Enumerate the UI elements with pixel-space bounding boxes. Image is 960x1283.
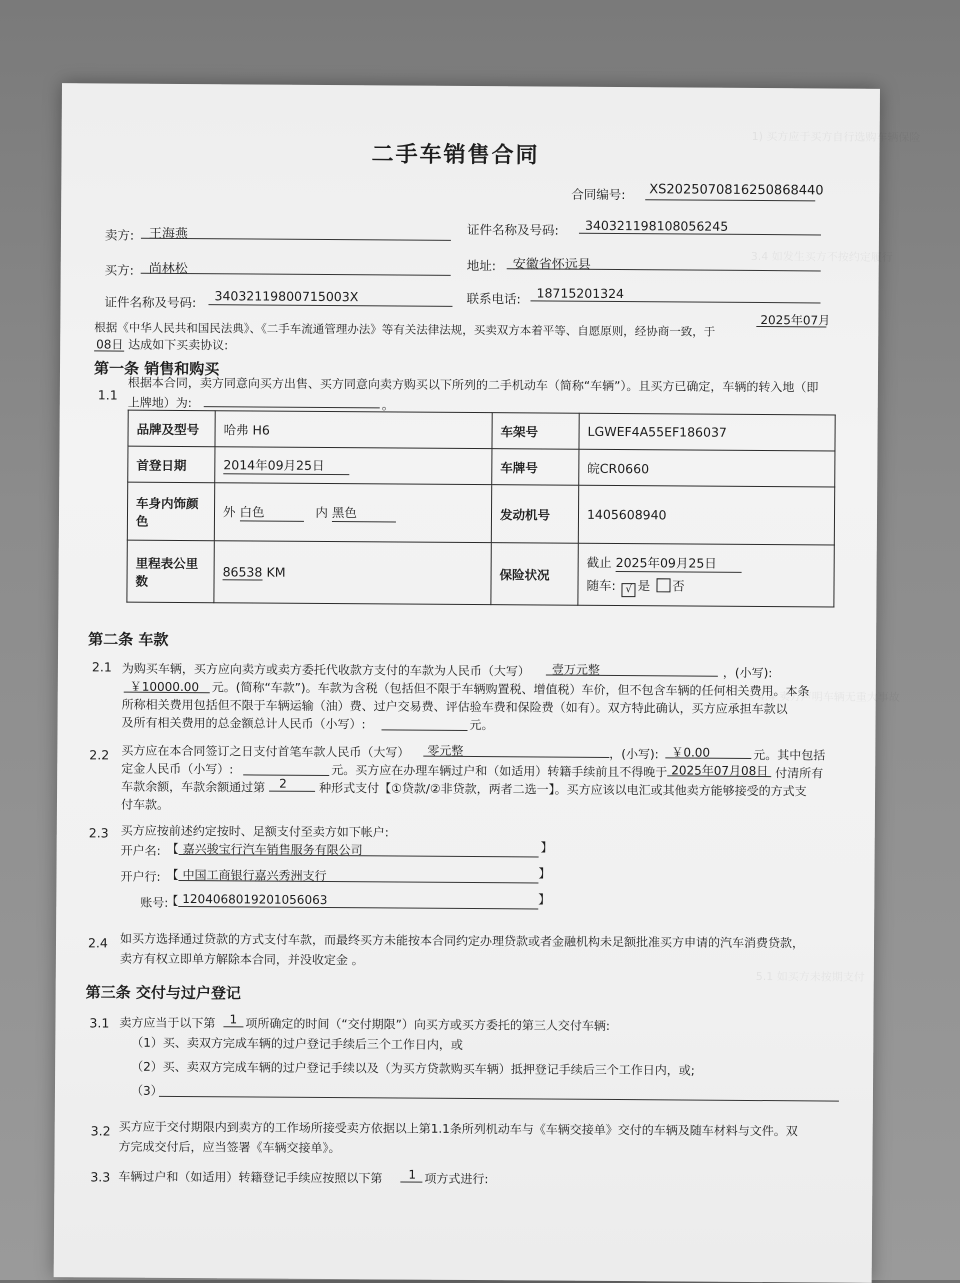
mileage-label: 里程表公里数	[127, 540, 214, 603]
plate-value: 皖CR0660	[579, 449, 835, 487]
clause-2-1-text-b: ，(小写):	[722, 665, 773, 681]
clause-3-1-number: 3.1	[89, 1015, 110, 1031]
insurance-no-label: 否	[672, 577, 685, 594]
payoff-date: 2025年07月08日	[671, 763, 769, 779]
vehicle-info-table	[126, 410, 835, 608]
brand-label: 品牌及型号	[128, 410, 215, 447]
delivery-choice: 1	[229, 1012, 238, 1027]
buyer-label: 买方:	[104, 262, 134, 278]
article-1-heading: 第一条 销售和购买	[93, 359, 220, 379]
insurance-until-value: 2025年09月25日	[616, 553, 742, 573]
clause-2-2-text-i: 付车款。	[120, 797, 170, 812]
preamble-date-b: 08日	[96, 337, 124, 352]
reg-date-cell	[215, 447, 492, 485]
preamble-date-a: 2025年07月	[760, 313, 831, 328]
insurance-until-label: 截止	[586, 554, 612, 570]
color-cell	[214, 483, 491, 543]
clause-1-1-line2: 上牌地）为:	[127, 395, 192, 411]
vin-value: LGWEF4A55EF186037	[579, 413, 835, 451]
first-payment-figures: ￥0.00	[671, 745, 711, 760]
clause-2-4-number: 2.4	[87, 935, 108, 951]
clause-3-3-text-b: 项方式进行:	[424, 1171, 489, 1187]
clause-1-1-number: 1.1	[97, 387, 118, 403]
clause-3-1-text-a: 卖方应当于以下第	[119, 1015, 216, 1031]
contract-no-value: XS2025070816250868440	[649, 182, 824, 199]
preamble-text2: 达成如下买卖协议:	[128, 337, 229, 353]
clause-2-1-text-f: 元。	[469, 718, 494, 733]
clause-3-2-line1: 买方应于交付期限内到卖方的工作场所接受卖方依据以上第1.1条所列机动车与《车辆交接单》交付的车辆及随车材料与文件。双	[118, 1119, 798, 1139]
seller-id-value: 340321198108056245	[584, 217, 729, 234]
buyer-phone-label: 联系电话:	[466, 290, 521, 307]
seller-value: 王海燕	[148, 226, 189, 243]
reg-date-label: 首登日期	[128, 446, 215, 483]
preamble-text: 根据《中华人民共和国民法典》、《二手车流通管理办法》等有关法律法规，买卖双方本着平等、自愿原则，经协商一致，于	[94, 320, 716, 339]
seller-id-label: 证件名称及号码:	[466, 221, 559, 238]
mileage-value: 86538	[222, 563, 263, 580]
insurance-follow-label: 随车:	[586, 577, 616, 593]
clause-3-3-text-a: 车辆过户和（如适用）转籍登记手续应按照以下第	[118, 1169, 383, 1186]
buyer-address-label: 地址:	[466, 257, 497, 274]
price-in-words: 壹万元整	[551, 662, 600, 677]
insurance-cell	[578, 543, 834, 607]
insurance-no-checkbox[interactable]	[656, 578, 670, 592]
outer-color-label: 外	[222, 504, 236, 520]
account-name-label: 开户名:	[120, 843, 161, 858]
outer-color-value: 白色	[239, 502, 303, 521]
plate-label: 车牌号	[492, 449, 579, 486]
mileage-unit: KM	[266, 564, 286, 580]
buyer-id-value: 34032119800715003X	[214, 288, 359, 305]
seller-label: 卖方:	[104, 227, 135, 243]
engine-value: 1405608940	[578, 485, 834, 545]
bank-close: 】	[538, 866, 551, 881]
buyer-id-label: 证件名称及号码:	[104, 294, 197, 311]
bank-value: 中国工商银行嘉兴秀洲支行	[182, 868, 327, 884]
account-name-close: 】	[540, 840, 553, 855]
delivery-option-2: （2）买、卖双方完成车辆的过户登记手续以及（为买方贷款购买车辆）抵押登记手续后三个工作日内，或;	[131, 1059, 695, 1078]
payment-method-choice: 2	[279, 776, 287, 791]
article-2-heading: 第二条 车款	[88, 630, 169, 649]
article-3-heading: 第三条 交付与过户登记	[85, 983, 241, 1003]
bank-open: 【	[166, 867, 179, 882]
clause-2-2-text-g: 车款余额，车款余额通过第	[121, 779, 266, 795]
clause-2-2-text-e: 元。买方应在办理车辆过户和（如适用）转籍手续前且不得晚于	[331, 763, 668, 780]
mileage-cell	[214, 541, 491, 605]
clause-2-2-text-h: 种形式支付【①贷款/②非贷款，两者二选一】。买方应该以电汇或其他卖方能够接受的方式支	[319, 780, 807, 799]
buyer-value: 尚林松	[148, 261, 188, 278]
price-in-figures: ￥10000.00	[129, 679, 200, 695]
clause-2-2-text-c: 元。其中包括	[753, 747, 826, 763]
delivery-option-1: （1）买、卖双方完成车辆的过户登记手续后三个工作日内，或	[131, 1035, 463, 1052]
contract-page: 1) 买方应于买方自行选购车辆保险 3.4 如发生买方不按约定履行 4.4 卖方声明车辆无重大事故 5.1 如买方未按期支付 二手车销售合同 合同编号: XS2025070816250868440 卖方: 王海燕 证件名称及号码: 340321198108056245 买方: 尚林松 地址: 安徽省怀远县 证件名称及号码: 34032119800715003X 联系电话: 18715201324 根据《中华人民共和国民法典》、《二手车流通管理办法》等有关法律法规，买卖双方本着平等、自愿原则，经协商一致，于 2025年07月 08日 达成如下买卖协议: 第一条 销售和购买 1.1 根据本合同，卖方同意向买方出售、买方同意向卖方购买以下所列的二手机动车（简称“车辆”）。且买方已确定，车辆的转入地（即 上牌地）为: 。 品牌及型号 哈弗 H6 车架号 LGWEF4A55EF186037 首登日期 2014年09月25日 车牌号 皖CR0660 车身内饰颜色 外 白色 内 黑色 发动机号 1405608940 里程表公里数 86538 KM 保险状况 截止 2025年09月25日 随车: √ 是 否 第二条 车款 2.1 为购买车辆，买方应向卖方或卖方委托代收款方支付的车款为人民币（大写） 壹万元整 ，(小写): ￥10000.00 元。(简称“车款”)。车款为含税（包括但不限于车辆购置税、增值税）车价，但不包含车辆的任何相关费用。本条 所称相关费用包括但不限于车辆运输（油）费、过户交易费、评估验车费和保险费（如有）。双方特此确认，买方应承担车款以 及所有相关费用的总金额总计人民币（小写）: 元。 2.2 买方应在本合同签订之日支付首笔车款人民币（大写） 零元整 ，(小写): ￥0.00 元。其中包括 定金人民币（小写）: 元。买方应在办理车辆过户和（如适用）转籍手续前且不得晚于 2025年07月08日 付清所有 车款余额，车款余额通过第 2 种形式支付【①贷款/②非贷款，两者二选一】。买方应该以电汇或其他卖方能够接受的方式支 付车款。 2.3 买方应按前述约定按时、足额支付至卖方如下帐户: 开户名: 【 嘉兴骏宝行汽车销售服务有限公司 】 开户行: 【 中国工商银行嘉兴秀洲支行 】 账号: 【 1204068019201056063 】 2.4 如买方选择通过贷款的方式支付车款，而最终买方未能按本合同约定办理贷款或者金融机构未足额批准买方申请的汽车消费贷款， 卖方有权立即单方解除本合同，并没收定金 。 第三条 交付与过户登记 3.1 卖方应当于以下第 1 项所确定的时间（“交付期限”）向买方或买方委托的第三人交付车辆: （1）买、卖双方完成车辆的过户登记手续后三个工作日内，或 （2）买、卖双方完成车辆的过户登记手续以及（为买方贷款购买车辆）抵押登记手续后三个工作日内，或; （3） 3.2 买方应于交付期限内到卖方的工作场所接受卖方依据以上第1.1条所列机动车与《车辆交接单》交付的车辆及随车材料与文件。双 方完成交付后，应当签署《车辆交接单》。 3.3 车辆过户和（如适用）转籍登记手续应按照以下第 1 项方式进行:	[54, 83, 880, 1283]
color-label: 车身内饰颜色	[127, 482, 214, 541]
clause-2-4-line2: 卖方有权立即单方解除本合同，并没收定金 。	[119, 951, 364, 968]
clause-2-1-text-e: 及所有相关费用的总金额总计人民币（小写）:	[121, 715, 366, 732]
vin-label: 车架号	[492, 413, 579, 450]
clause-2-1-number: 2.1	[91, 659, 112, 675]
reg-date-value: 2014年09月25日	[223, 455, 349, 475]
clause-2-2-text-f: 付清所有	[775, 766, 824, 781]
insurance-yes-label: 是	[637, 577, 651, 593]
buyer-phone-value: 18715201324	[536, 285, 625, 302]
insurance-yes-checkbox[interactable]: √	[622, 583, 636, 597]
brand-value: 哈弗 H6	[215, 411, 492, 449]
account-no-value: 1204068019201056063	[182, 892, 328, 908]
account-name-open: 【	[166, 841, 179, 856]
clause-1-1-line1: 根据本合同，卖方同意向买方出售、买方同意向卖方购买以下所列的二手机动车（简称“车辆”）。且买方已确定，车辆的转入地（即	[127, 375, 819, 395]
first-payment-words: 零元整	[427, 743, 464, 758]
clause-2-1-text-d: 所称相关费用包括但不限于车辆运输（油）费、过户交易费、评估验车费和保险费（如有）。双方特此确认，买方应承担车款以	[121, 697, 788, 717]
clause-3-1-text-b: 项所确定的时间（“交付期限”）向买方或买方委托的第三人交付车辆:	[245, 1016, 610, 1033]
clause-2-3-number: 2.3	[88, 825, 109, 841]
clause-2-2-text-b: ，(小写):	[609, 746, 659, 762]
clause-3-2-number: 3.2	[90, 1123, 111, 1139]
contract-no-label: 合同编号:	[571, 186, 626, 203]
bank-label: 开户行:	[120, 869, 161, 884]
clause-2-2-number: 2.2	[89, 747, 110, 763]
inner-color-value: 黑色	[332, 503, 396, 522]
account-no-open: 【	[166, 893, 179, 908]
buyer-address-value: 安徽省怀远县	[512, 257, 591, 273]
clause-2-3-text: 买方应按前述约定按时、足额支付至卖方如下帐户:	[120, 823, 389, 840]
clause-2-2-text-d: 定金人民币（小写）:	[121, 761, 234, 777]
clause-2-2-text-a: 买方应在本合同签订之日支付首笔车款人民币（大写）	[121, 743, 410, 760]
clause-2-4-line1: 如买方选择通过贷款的方式支付车款，而最终买方未能按本合同约定办理贷款或者金融机构未足额批准买方申请的汽车消费贷款，	[119, 931, 805, 951]
transfer-choice: 1	[408, 1167, 417, 1182]
account-no-close: 】	[538, 892, 551, 907]
insurance-label: 保险状况	[491, 543, 578, 606]
clause-3-2-line2: 方完成交付后，应当签署《车辆交接单》。	[118, 1139, 341, 1156]
delivery-option-3: （3）	[130, 1083, 163, 1098]
inner-color-label: 内	[315, 504, 329, 521]
engine-label: 发动机号	[491, 485, 578, 544]
account-no-label: 账号:	[140, 895, 169, 910]
clause-3-3-number: 3.3	[90, 1169, 111, 1185]
clause-1-1-end: 。	[381, 397, 395, 413]
clause-2-1-text-a: 为购买车辆，买方应向卖方或卖方委托代收款方支付的车款为人民币（大写）	[121, 661, 530, 679]
clause-2-1-text-c: 元。(简称“车款”)。车款为含税（包括但不限于车辆购置税、增值税）车价，但不包含车辆的任何相关费用。本条	[211, 680, 810, 699]
page-title: 二手车销售合同	[371, 142, 540, 169]
account-name-value: 嘉兴骏宝行汽车销售服务有限公司	[182, 842, 363, 858]
